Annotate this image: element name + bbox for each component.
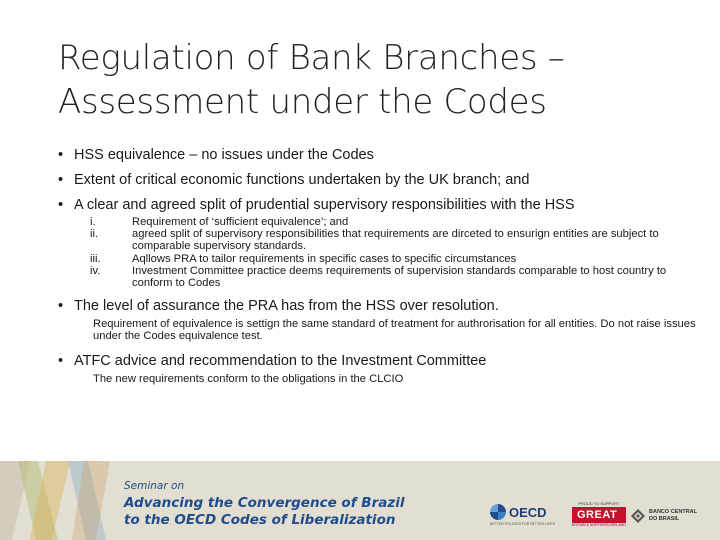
great-britain-logo <box>572 501 626 527</box>
bullet-icon: • <box>58 172 64 188</box>
sublist-item <box>90 228 698 252</box>
seminar-footer-band <box>0 461 720 540</box>
banco-central-emblem-icon <box>630 508 646 524</box>
seminar-label: Seminar on <box>124 480 185 492</box>
slide-title-line-1: Regulation of Bank Branches – <box>58 38 565 78</box>
numbered-sublist <box>90 216 698 289</box>
bullet-icon: • <box>58 352 64 369</box>
sublist-number: iv. <box>90 264 101 277</box>
decorative-ribbons-graphic <box>0 461 120 540</box>
sublist-item <box>90 253 698 265</box>
atfc-note: The new requirements conform to the obligations in the CLCIO <box>93 372 404 385</box>
bullet-critical-functions <box>58 168 698 193</box>
banco-central-wordmark <box>649 509 697 523</box>
bullet-split-responsibilities <box>58 193 698 218</box>
bullet-text: HSS equivalence – no issues under the Codes <box>74 147 374 163</box>
sublist-number: iii. <box>90 252 101 265</box>
seminar-title-line-1: Advancing the Convergence of Brazil <box>124 495 405 511</box>
great-sub-text: BRITAIN & NORTHERN IRELAND <box>572 523 626 527</box>
sublist-number: ii. <box>90 228 99 241</box>
seminar-title-block <box>124 479 404 529</box>
banco-central-logo <box>630 508 697 524</box>
bullet-text: Extent of critical economic functions undertaken by the UK branch; and <box>74 172 530 188</box>
oecd-logo <box>490 504 555 526</box>
oecd-tagline: BETTER POLICIES FOR BETTER LIVES <box>490 522 555 526</box>
slide-title-line-2: Assessment under the Codes <box>58 82 547 122</box>
banco-central-line-1: BANCO CENTRAL <box>649 509 697 515</box>
sublist-item <box>90 265 698 289</box>
slide-content <box>58 143 698 385</box>
great-top-text: PROUD TO SUPPORT <box>578 501 620 506</box>
banco-central-line-2: DO BRASIL <box>649 516 680 522</box>
sublist-number: i. <box>90 216 96 228</box>
bullet-resolution-assurance <box>58 294 698 319</box>
sublist-text: Investment Committee practice deems requirements of supervision standards comparable to host country to conform to Codes <box>132 264 667 290</box>
oecd-wordmark: OECD <box>509 504 547 520</box>
bullet-text: A clear and agreed split of prudential supervisory responsibilities with the HSS <box>74 197 575 213</box>
sublist-text: Aqllows PRA to tailor requirements in specific cases to specific circumstances <box>132 252 517 265</box>
slide-title <box>58 36 698 124</box>
great-wordmark: GREAT <box>572 507 626 523</box>
seminar-title-line-2: to the OECD Codes of Liberalization <box>124 512 396 528</box>
bullet-text: ATFC advice and recommendation to the Investment Committee <box>74 352 487 369</box>
bullet-hss-equivalence <box>58 143 698 168</box>
bullet-icon: • <box>58 298 64 315</box>
bullet-atfc-advice <box>58 349 698 374</box>
bullet-icon: • <box>58 197 64 213</box>
bullet-icon: • <box>58 147 64 163</box>
sublist-text: Requirement of ‘sufficient equivalence’; and <box>132 216 349 228</box>
resolution-note: Requirement of equivalence is settign the same standard of treatment for authrorisation for all entities. Do not raise issues under the Codes equivalence test. <box>93 318 696 343</box>
bullet-text: The level of assurance the PRA has from the HSS over resolution. <box>74 298 499 315</box>
sublist-text: agreed split of supervisory responsibilities that requirements are dirceted to ensurign entities are subject to comparable supervisory standards. <box>132 228 659 253</box>
oecd-globe-icon <box>490 504 506 520</box>
